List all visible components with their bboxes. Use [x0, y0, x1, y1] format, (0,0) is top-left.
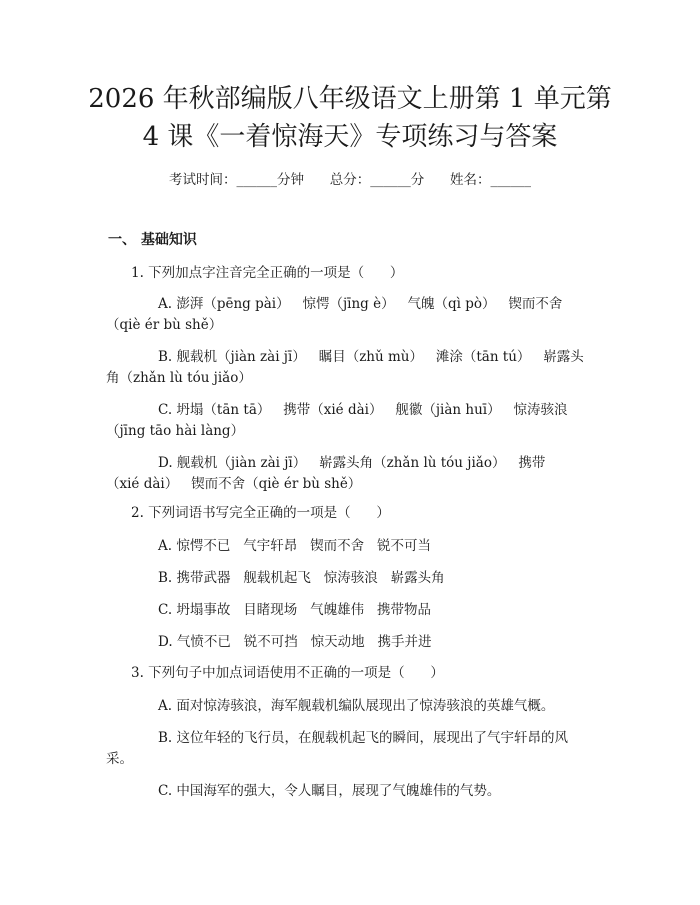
question-3-option-c: C. 中国海军的强大，令人瞩目，展现了气魄雄伟的气势。 — [158, 783, 501, 799]
question-3-stem: 3. 下列句子中加点词语使用不正确的一项是（ ） — [131, 665, 444, 681]
question-1-option-d-line1: D. 舰载机（jiàn zài jī） 崭露头角（zhǎn lù tóu jiǎo） 携带 — [158, 455, 546, 471]
question-1-option-b-line2: 角（zhǎn lù tóu jiǎo） — [106, 370, 252, 386]
document-title-line1: 2026 年秋部编版八年级语文上册第 1 单元第 — [88, 84, 612, 114]
question-3-option-a: A. 面对惊涛骇浪，海军舰载机编队展现出了惊涛骇浪的英雄气概。 — [158, 698, 555, 714]
section-heading-basic-knowledge: 一、 基础知识 — [108, 232, 197, 248]
question-1-stem: 1. 下列加点字注音完全正确的一项是（ ） — [131, 265, 404, 281]
question-1-option-a-line1: A. 澎湃（pēng pài） 惊愕（jīng è） 气魄（qì pò） 锲而不舍 — [158, 296, 563, 312]
exam-info-line: 考试时间：______分钟 总分：______分 姓名：______ — [169, 172, 531, 188]
question-3-option-b-line2: 采。 — [106, 751, 133, 767]
question-2-option-d: D. 气愤不已 锐不可挡 惊天动地 携手并进 — [158, 634, 432, 650]
question-2-option-c: C. 坍塌事故 目睹现场 气魄雄伟 携带物品 — [158, 602, 432, 618]
question-2-stem: 2. 下列词语书写完全正确的一项是（ ） — [131, 505, 390, 521]
question-2-option-b: B. 携带武器 舰载机起飞 惊涛骇浪 崭露头角 — [158, 570, 445, 586]
question-1-option-b-line1: B. 舰载机（jiàn zài jī） 瞩目（zhǔ mù） 滩涂（tān tú） 崭露头 — [158, 349, 584, 365]
question-1-option-d-line2: （xié dài） 锲而不舍（qiè ér bù shě） — [106, 476, 362, 492]
question-2-option-a: A. 惊愕不已 气宇轩昂 锲而不舍 锐不可当 — [158, 538, 431, 554]
question-1-option-c-line1: C. 坍塌（tān tā） 携带（xié dài） 舰徽（jiàn huī） 惊涛骇浪 — [158, 402, 568, 418]
document-title-line2: 4 课《一着惊海天》专项练习与答案 — [142, 122, 558, 152]
question-1-option-c-line2: （jīng tāo hài làng） — [106, 423, 245, 439]
question-3-option-b-line1: B. 这位年轻的飞行员，在舰载机起飞的瞬间，展现出了气宇轩昂的风 — [158, 730, 569, 746]
question-1-option-a-line2: （qiè ér bù shě） — [106, 317, 223, 333]
